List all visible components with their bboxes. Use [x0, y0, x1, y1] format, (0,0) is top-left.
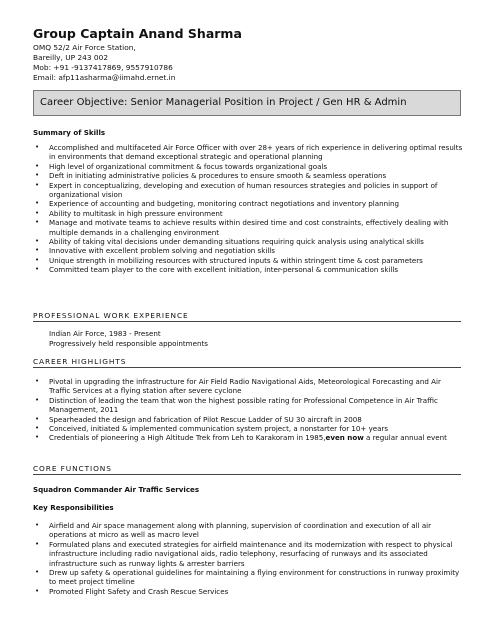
responsibility-item: • Drew up safety & operational guidelines for maintaining a flying environment for constructions in runway proximity to meet project timeline: [33, 568, 463, 587]
appointments-line: Progressively held responsible appointments: [49, 339, 208, 348]
skill-item: • Accomplished and multifaceted Air Force Officer with over 28+ years of rich experience in delivering optimal results in environments that demand exceptional strategic and operational planning: [33, 143, 463, 162]
role-title: Squadron Commander Air Traffic Services: [33, 485, 200, 494]
highlight-item: • Conceived, initiated & implemented communication system project, a nonstarter for 10+ years: [33, 424, 463, 433]
highlight-item: [33, 433, 463, 442]
skill-item: • Committed team player to the core with excellent initiation, inter-personal & communication skills: [33, 265, 463, 274]
career-highlights-heading: CAREER HIGHLIGHTS: [33, 357, 461, 368]
highlights-list: [33, 377, 463, 443]
work-experience-heading: PROFESSIONAL WORK EXPERIENCE: [33, 311, 461, 322]
skill-item: • Unique strength in mobilizing resources with structured inputs & within stringent time & cost parameters: [33, 256, 463, 265]
address-line-2: Bareilly, UP 243 002: [33, 52, 109, 62]
employer-line: Indian Air Force, 1983 - Present: [49, 329, 161, 338]
skill-item: • Deft in initiating administrative policies & procedures to ensure smooth & seamless operations: [33, 171, 463, 180]
highlight-item: • Pivotal in upgrading the infrastructure for Air Field Radio Navigational Aids, Meteorological Forecasting and Air Traffic Services at a flying station after severe cyclone: [33, 377, 463, 396]
address-line-1: OMQ 52/2 Air Force Station,: [33, 43, 136, 52]
skills-heading: Summary of Skills: [33, 128, 106, 137]
responsibilities-heading: Key Responsibilities: [33, 503, 114, 512]
email-line: Email: afp11asharma@iimahd.ernet.in: [33, 72, 176, 82]
skill-item: • High level of organizational commitment & focus towards organizational goals: [33, 162, 463, 171]
highlight-item: • Distinction of leading the team that won the highest possible rating for Professional Competence in Air Traffic Management, 2011: [33, 396, 463, 415]
skill-item: • Experience of accounting and budgeting, monitoring contract negotiations and inventory planning: [33, 199, 463, 208]
responsibility-item: • Promoted Flight Safety and Crash Rescue Services: [33, 587, 463, 596]
candidate-name: Group Captain Anand Sharma: [33, 26, 242, 41]
mobile-line: Mob: +91 -9137417869, 9557910786: [33, 62, 173, 72]
skills-list: [33, 143, 463, 275]
highlight-text-end: a regular annual event: [363, 433, 447, 443]
skill-item: • Expert in conceptualizing, developing and execution of human resources strategies and policies in support of organizational vision: [33, 181, 463, 200]
career-objective-box: Career Objective: Senior Managerial Position in Project / Gen HR & Admin: [33, 90, 461, 116]
skill-item: • Ability to multitask in high pressure environment: [33, 209, 463, 218]
core-functions-heading: CORE FUNCTIONS: [33, 464, 461, 475]
highlight-text: Credentials of pioneering a High Altitude Trek from Leh to Karakoram in 1985,: [49, 433, 326, 443]
responsibility-item: • Formulated plans and executed strategies for airfield maintenance and its modernization with respect to physical infrastructure including radio navigational aids, radio telephony, resurfacing of runways and its associated infrastructure such as runway lights & arrester barriers: [33, 540, 463, 568]
contact-block: [33, 43, 175, 83]
highlight-emphasis: even now: [325, 433, 364, 443]
skill-item: • Manage and motivate teams to achieve results within desired time and cost constraints, effectively dealing with multiple demands in a challenging environment: [33, 218, 463, 237]
responsibility-item: • Airfield and Air space management along with planning, supervision of coordination and execution of all air operations at micro as well as macro level: [33, 521, 463, 540]
responsibilities-list: [33, 521, 463, 596]
highlight-item: • Spearheaded the design and fabrication of Pilot Rescue Ladder of SU 30 aircraft in 2008: [33, 415, 463, 424]
skill-item: • Innovative with excellent problem solving and negotiation skills: [33, 246, 463, 255]
skill-item: • Ability of taking vital decisions under demanding situations requiring quick analysis using analytical skills: [33, 237, 463, 246]
